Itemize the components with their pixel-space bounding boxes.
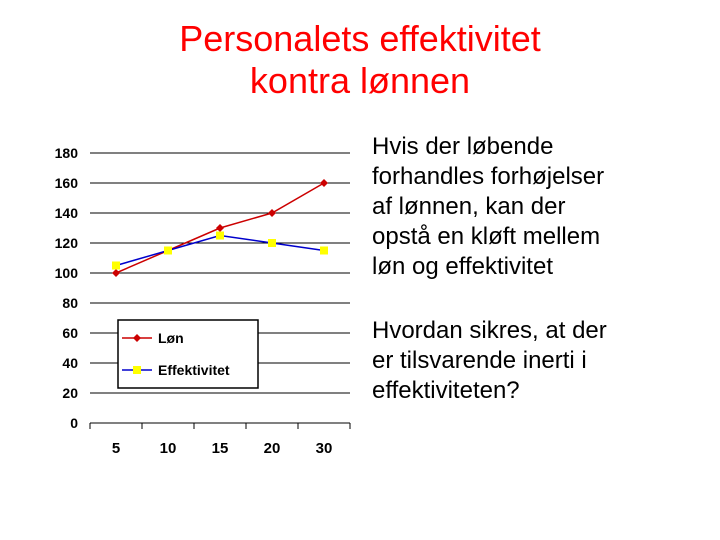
y-tick-label: 80 <box>62 295 78 311</box>
title-line-2: kontra lønnen <box>249 60 471 101</box>
data-point <box>216 232 224 240</box>
bullet-list <box>372 132 712 440</box>
line-chart <box>0 120 360 460</box>
data-point <box>112 262 120 270</box>
bullet-1-line-5: løn og effektivitet <box>372 253 553 280</box>
data-point <box>268 239 276 247</box>
y-tick-label: 60 <box>62 325 78 341</box>
y-tick-label: 40 <box>62 355 78 371</box>
data-point <box>268 209 276 217</box>
bullet-1-line-3: af lønnen, kan der <box>372 193 566 220</box>
x-tick-label: 15 <box>211 440 229 457</box>
y-tick-label: 0 <box>70 415 78 431</box>
bullet-1-line-2: forhandles forhøjelser <box>372 163 605 190</box>
y-tick-label: 140 <box>54 205 78 221</box>
y-tick-label: 100 <box>54 265 78 281</box>
data-point <box>320 179 328 187</box>
slide-title <box>0 18 720 102</box>
legend-marker <box>133 366 141 374</box>
bullet-2-line-1: Hvordan sikres, at der <box>372 317 607 344</box>
x-tick-label: 10 <box>159 440 177 457</box>
legend-label: Effektivitet <box>158 362 230 378</box>
data-point <box>216 224 224 232</box>
bullet-2-line-2: er tilsvarende inerti i <box>372 347 587 374</box>
data-point <box>164 247 172 255</box>
series-line-1 <box>116 236 324 266</box>
bullet-2-line-3: effektiviteten? <box>372 377 520 404</box>
y-tick-label: 120 <box>54 235 78 251</box>
data-point <box>320 247 328 255</box>
data-point <box>112 269 120 277</box>
x-tick-label: 30 <box>315 440 333 457</box>
bullet-1-line-4: opstå en kløft mellem <box>372 223 601 250</box>
bullet-item-1 <box>372 132 712 282</box>
y-tick-label: 20 <box>62 385 78 401</box>
bullet-item-2 <box>372 316 712 406</box>
legend-label: Løn <box>158 330 184 346</box>
x-tick-label: 20 <box>263 440 281 457</box>
y-tick-label: 160 <box>54 175 78 191</box>
bullet-1-line-1: Hvis der løbende <box>372 133 554 160</box>
y-tick-label: 180 <box>54 145 78 161</box>
title-line-1: Personalets effektivitet <box>179 18 541 59</box>
x-tick-label: 5 <box>111 440 121 457</box>
